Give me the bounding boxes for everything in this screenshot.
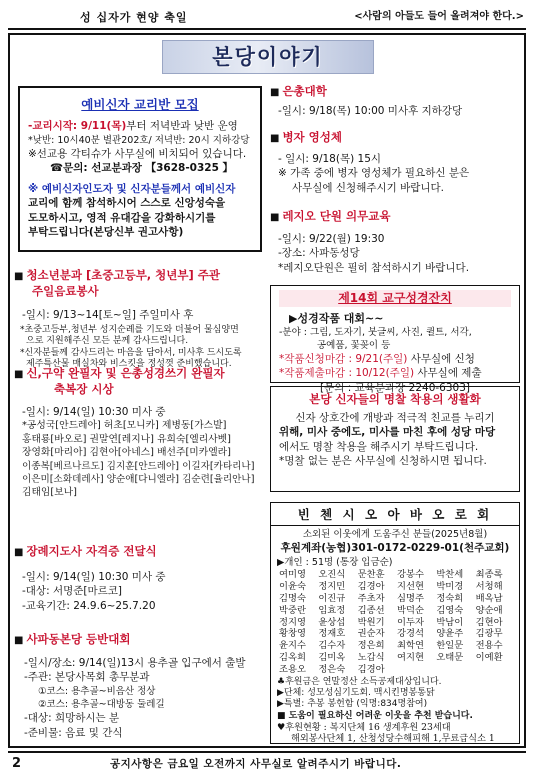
vincent-status-2: 해외봉사단체 1, 산청성당수해피해 1,무료급식소 1 bbox=[291, 733, 495, 745]
donor-name: 박미경 bbox=[436, 580, 464, 592]
donor-name: 오진식 bbox=[318, 568, 346, 580]
festival-title: 제14회 교구성경잔치 bbox=[279, 290, 511, 307]
legio-title: ■ 레지오 단원 의무교육 bbox=[270, 209, 391, 223]
donor-name: 김경아 bbox=[357, 580, 385, 592]
vincent-note-3: ▶특별: 추봉 봉헌함 (익명:834명참여) bbox=[277, 699, 428, 710]
hiking-section bbox=[14, 632, 264, 740]
hiking-date-place: -일시/장소: 9/14(일)13시 용추골 입구에서 출발 bbox=[24, 656, 246, 669]
youth-note-1: *초중고등부,청년부 성지순례를 기도와 더불어 물심양면 bbox=[20, 325, 239, 336]
vincent-count: ▶개인 : 51명 (통장 입금순) bbox=[277, 556, 393, 568]
nametag-line-1: 신자 상호간에 개방과 적극적 친교를 누리기 bbox=[295, 411, 495, 424]
sick-title: ■ 병자 영성체 bbox=[270, 130, 343, 144]
donor-name: 정은희 bbox=[357, 640, 385, 652]
donor-name: 윤지수 bbox=[279, 640, 306, 652]
donor-name: 여지현 bbox=[396, 652, 424, 664]
donor-name: 김현아 bbox=[475, 616, 503, 628]
festival-contact: [문의 : 교육분과장 2240-6303] bbox=[320, 381, 470, 394]
donor-name: 오태문 bbox=[436, 652, 464, 664]
donor-name: 권순자 bbox=[357, 628, 385, 640]
funeral-director-section bbox=[14, 544, 264, 613]
hiking-host: -주관: 본당사목회 총무분과 bbox=[24, 671, 150, 684]
vincent-status-1: ♥후원현황 : 복지단체 16 생계후원 23세대 bbox=[277, 721, 451, 733]
award-names-row: 이종복[베르나르도] 김지훈[안드레아] 이길자[카타리나] bbox=[22, 460, 255, 472]
youth-section bbox=[14, 268, 264, 370]
hiking-course-2: ②코스: 용추골~대방동 둘레길 bbox=[38, 698, 165, 710]
nametag-line-2: 위해, 미사 중에도, 미사를 마친 후에 성당 마당 bbox=[279, 426, 496, 439]
sick-note-2: 사무실에 신청해주시기 바랍니다. bbox=[292, 181, 445, 194]
donor-name: 문찬훈 bbox=[357, 568, 385, 580]
hiking-supplies: -준비물: 음료 및 간식 bbox=[24, 726, 123, 739]
hiking-course-1: ①코스: 용추골~비음산 정상 bbox=[38, 685, 156, 697]
donor-name bbox=[397, 664, 434, 676]
festival-fields-2: 공예품, 꽃꽂이 등 bbox=[317, 339, 391, 351]
donor-name: 임효정 bbox=[318, 604, 346, 616]
catechumen-request-3: 도모하시고, 영적 유대감을 강화하시기를 bbox=[28, 211, 216, 224]
donor-name: 노갑식 bbox=[357, 652, 385, 664]
senior-title: ■ 은총대학 bbox=[270, 84, 327, 98]
donor-name: 박중란 bbox=[279, 604, 306, 616]
donor-name: 이두자 bbox=[396, 616, 424, 628]
donor-name: 김영숙 bbox=[436, 604, 464, 616]
donor-name: 강경석 bbox=[396, 628, 424, 640]
catechumen-notice bbox=[18, 86, 262, 252]
hiking-title: ■ 사파동본당 등반대회 bbox=[14, 632, 131, 646]
youth-note-2: 으로 지원해주신 모든 분께 감사드립니다. bbox=[26, 336, 189, 347]
legio-date: -일시: 9/22(월) 19:30 bbox=[278, 232, 385, 245]
vincent-title: 빈 첸 시 오 아 바 오 로 회 bbox=[271, 506, 519, 526]
youth-note-4: 제주특산물 매실차와 비스킷을 정성껏 준비했습니다. bbox=[26, 358, 232, 369]
catechumen-request-2: 교리에 함께 참석하시어 스스로 신앙성숙을 bbox=[28, 197, 226, 210]
donor-name: 한일문 bbox=[436, 640, 464, 652]
donor-name: 정은숙 bbox=[318, 664, 346, 676]
donor-name bbox=[476, 664, 513, 676]
donor-name: 정지민 bbox=[318, 580, 346, 592]
vincent-note-1: ♣후원금은 연말정산 소득공제대상입니다. bbox=[277, 676, 442, 687]
donor-name: 윤상섭 bbox=[318, 616, 346, 628]
bible-festival-box bbox=[270, 285, 520, 394]
vincent-account: 후원계좌(농협)301-0172-0229-01(천주교회) bbox=[280, 542, 510, 555]
nametag-line-4: *명찰 없는 분은 사무실에 신청하시면 됩니다. bbox=[279, 455, 487, 468]
page-footer bbox=[0, 752, 534, 775]
donor-name: 김경아 bbox=[357, 664, 385, 676]
donor-name: 양윤주 bbox=[436, 628, 464, 640]
senior-college-section bbox=[270, 84, 520, 118]
donor-name: 김미옥 bbox=[318, 652, 346, 664]
feast-title: 성 십자가 현양 축일 bbox=[80, 11, 188, 24]
legio-section bbox=[270, 209, 520, 275]
square-bullet-icon: ■ bbox=[14, 547, 24, 558]
award-names-row: 이은미[소화데레사] 양순애[다니엘라] 김순련[율리안나] bbox=[22, 473, 255, 485]
donor-name: 서청해 bbox=[475, 580, 503, 592]
donor-name: 박원기 bbox=[357, 616, 385, 628]
award-names-row: 장영화[마리아] 김현아[아네스] 배선주[미카엘라] bbox=[22, 447, 231, 459]
donor-name: 정지영 bbox=[279, 616, 306, 628]
donor-name: 조용오 bbox=[279, 664, 306, 676]
donor-name: 김종선 bbox=[357, 604, 385, 616]
donor-name: 강봉수 bbox=[396, 568, 424, 580]
donor-name: 배옥남 bbox=[475, 592, 503, 604]
funeral-date: -일시: 9/14(일) 10:30 미사 중 bbox=[22, 570, 166, 583]
donor-name: 이윤숙 bbox=[279, 580, 306, 592]
senior-date: -일시: 9/18(목) 10:00 미사후 지하강당 bbox=[278, 104, 463, 117]
youth-title-2: 주일음료봉사 bbox=[32, 283, 99, 298]
square-bullet-icon: ■ bbox=[270, 133, 280, 144]
square-bullet-icon: ■ bbox=[14, 271, 24, 282]
nametag-line-3: 에서도 명찰 착용을 해주시기 부탁드립니다. bbox=[279, 440, 479, 453]
square-bullet-icon: ■ bbox=[270, 87, 280, 98]
award-names-row: 홍태룡[바오로] 권말연[레지나] 유희숙[엘리사벳] bbox=[22, 433, 231, 445]
banner-title: 본당이야기 bbox=[212, 45, 324, 69]
page-number: 2 bbox=[12, 756, 22, 771]
sick-note-1: ※ 가족 중에 병자 영성체가 필요하신 분은 bbox=[278, 167, 470, 180]
festival-apply: *작품신청마감 : 9/21(주일) 사무실에 신청 bbox=[279, 352, 475, 365]
donor-name: 최학연 bbox=[396, 640, 424, 652]
nametag-title: 본당 신자들의 명찰 착용의 생활화 bbox=[309, 392, 481, 406]
funeral-target: -대상: 서명준[마르코] bbox=[22, 585, 123, 598]
legio-note: *레지오단원은 필히 참석하시기 바랍니다. bbox=[278, 261, 470, 274]
header-divider bbox=[8, 28, 526, 30]
donor-name: 김수자 bbox=[318, 640, 346, 652]
donor-name: 정숙희 bbox=[436, 592, 464, 604]
donor-name: 박찬세 bbox=[436, 568, 464, 580]
donor-name: 정재호 bbox=[318, 628, 346, 640]
donor-name bbox=[436, 664, 473, 676]
award-date: -일시: 9/14(일) 10:30 미사 중 bbox=[22, 405, 166, 418]
footer-message: 공지사항은 금요일 오전까지 사무실로 알려주시기 바랍니다. bbox=[110, 758, 402, 770]
scripture-quote: <사람의 아들도 들어 올려져야 한다.> bbox=[354, 11, 524, 22]
donor-names-grid bbox=[277, 569, 513, 676]
youth-title-1: ■ 청소년분과 [초중고등부, 청년부] 주관 bbox=[14, 268, 220, 282]
award-title-1: ■ 신,구약 완필자 및 은총성경쓰기 완필자 bbox=[14, 366, 225, 380]
catechumen-contact: ☎문의: 선교분과장 【3628-0325 】 bbox=[50, 162, 234, 175]
donor-name: 지선현 bbox=[396, 580, 424, 592]
vincent-note-2: ▶단체: 성모성심기도회. 맥시킨명봉통닭 bbox=[277, 688, 435, 699]
donor-name: 최종록 bbox=[475, 568, 503, 580]
catechumen-tissue: ※선교용 각티슈가 사무실에 비치되어 있습니다. bbox=[28, 147, 247, 160]
vincent-thanks: 소외된 이웃에게 도움주신 분들(2025년8월) bbox=[302, 529, 488, 541]
funeral-title: ■ 장례지도사 자격증 전달식 bbox=[14, 544, 157, 558]
donor-name: 박남이 bbox=[436, 616, 464, 628]
square-bullet-icon: ■ bbox=[14, 369, 24, 380]
donor-name: 심명주 bbox=[396, 592, 424, 604]
donor-name: 김광무 bbox=[475, 628, 503, 640]
donor-name: 이예환 bbox=[475, 652, 503, 664]
youth-date: -일시: 9/13~14[토~일] 주일미사 후 bbox=[22, 308, 194, 321]
donor-name: 이진규 bbox=[318, 592, 346, 604]
scripture-award-section bbox=[14, 366, 264, 500]
festival-fields: -분야 : 그림, 도자기, 붓글씨, 사진, 퀼트, 서각, bbox=[279, 326, 472, 338]
name-tag-box bbox=[270, 386, 520, 492]
donor-name: 전용수 bbox=[475, 640, 503, 652]
award-names-row: 김태임[보나] bbox=[22, 487, 77, 499]
funeral-period: -교육기간: 24.9.6~25.7.20 bbox=[22, 599, 156, 612]
donor-name: 주초자 bbox=[357, 592, 385, 604]
hiking-target: -대상: 희망하시는 분 bbox=[24, 712, 120, 725]
donor-name: 양순애 bbox=[475, 604, 503, 616]
donor-name: 박덕순 bbox=[396, 604, 424, 616]
sick-date: - 일시: 9/18(목) 15시 bbox=[278, 152, 382, 165]
square-bullet-icon: ■ bbox=[14, 635, 24, 646]
catechumen-schedule: *낮반: 10시40분 별관202호/ 저녁반: 20시 지하강당 bbox=[28, 134, 250, 146]
festival-submit: *작품제출마감 : 10/12(주일) 사무실에 제출 bbox=[279, 367, 482, 380]
catechumen-start: -교리시작: 9/11(목)부터 저녁반과 낮반 운영 bbox=[28, 120, 238, 133]
youth-note-3: *신자분들께 감사드리는 마음을 담아서, 미사후 드시도록 bbox=[20, 347, 242, 358]
donor-name: 황창영 bbox=[279, 628, 306, 640]
award-title-2: 축복장 시상 bbox=[54, 381, 114, 396]
festival-subtitle: ▶성경작품 대회~~ bbox=[289, 311, 384, 325]
donor-name: 김명숙 bbox=[279, 592, 306, 604]
vincent-note-4: ■ 도움이 필요하신 어려운 이웃을 추천 받습니다. bbox=[277, 710, 473, 721]
legio-place: -장소: 사파동성당 bbox=[278, 247, 360, 260]
donor-name: 김옥희 bbox=[279, 652, 306, 664]
vincent-de-paul-box bbox=[270, 502, 520, 744]
page-header bbox=[0, 0, 534, 26]
catechumen-request-4: 부탁드립니다(본당신부 권고사항) bbox=[28, 226, 184, 239]
donor-name: 여미영 bbox=[279, 568, 306, 580]
award-names-row: *공성국[안드레아] 허초[모니카] 제병동[가스발] bbox=[22, 420, 227, 432]
catechumen-title: 예비신자 교리반 모집 bbox=[81, 97, 199, 112]
catechumen-request-1: ※ 예비신자인도자 및 신자분들께서 예비신자 bbox=[28, 182, 236, 195]
sick-communion-section bbox=[270, 130, 520, 195]
section-banner bbox=[162, 40, 374, 74]
square-bullet-icon: ■ bbox=[270, 212, 280, 223]
